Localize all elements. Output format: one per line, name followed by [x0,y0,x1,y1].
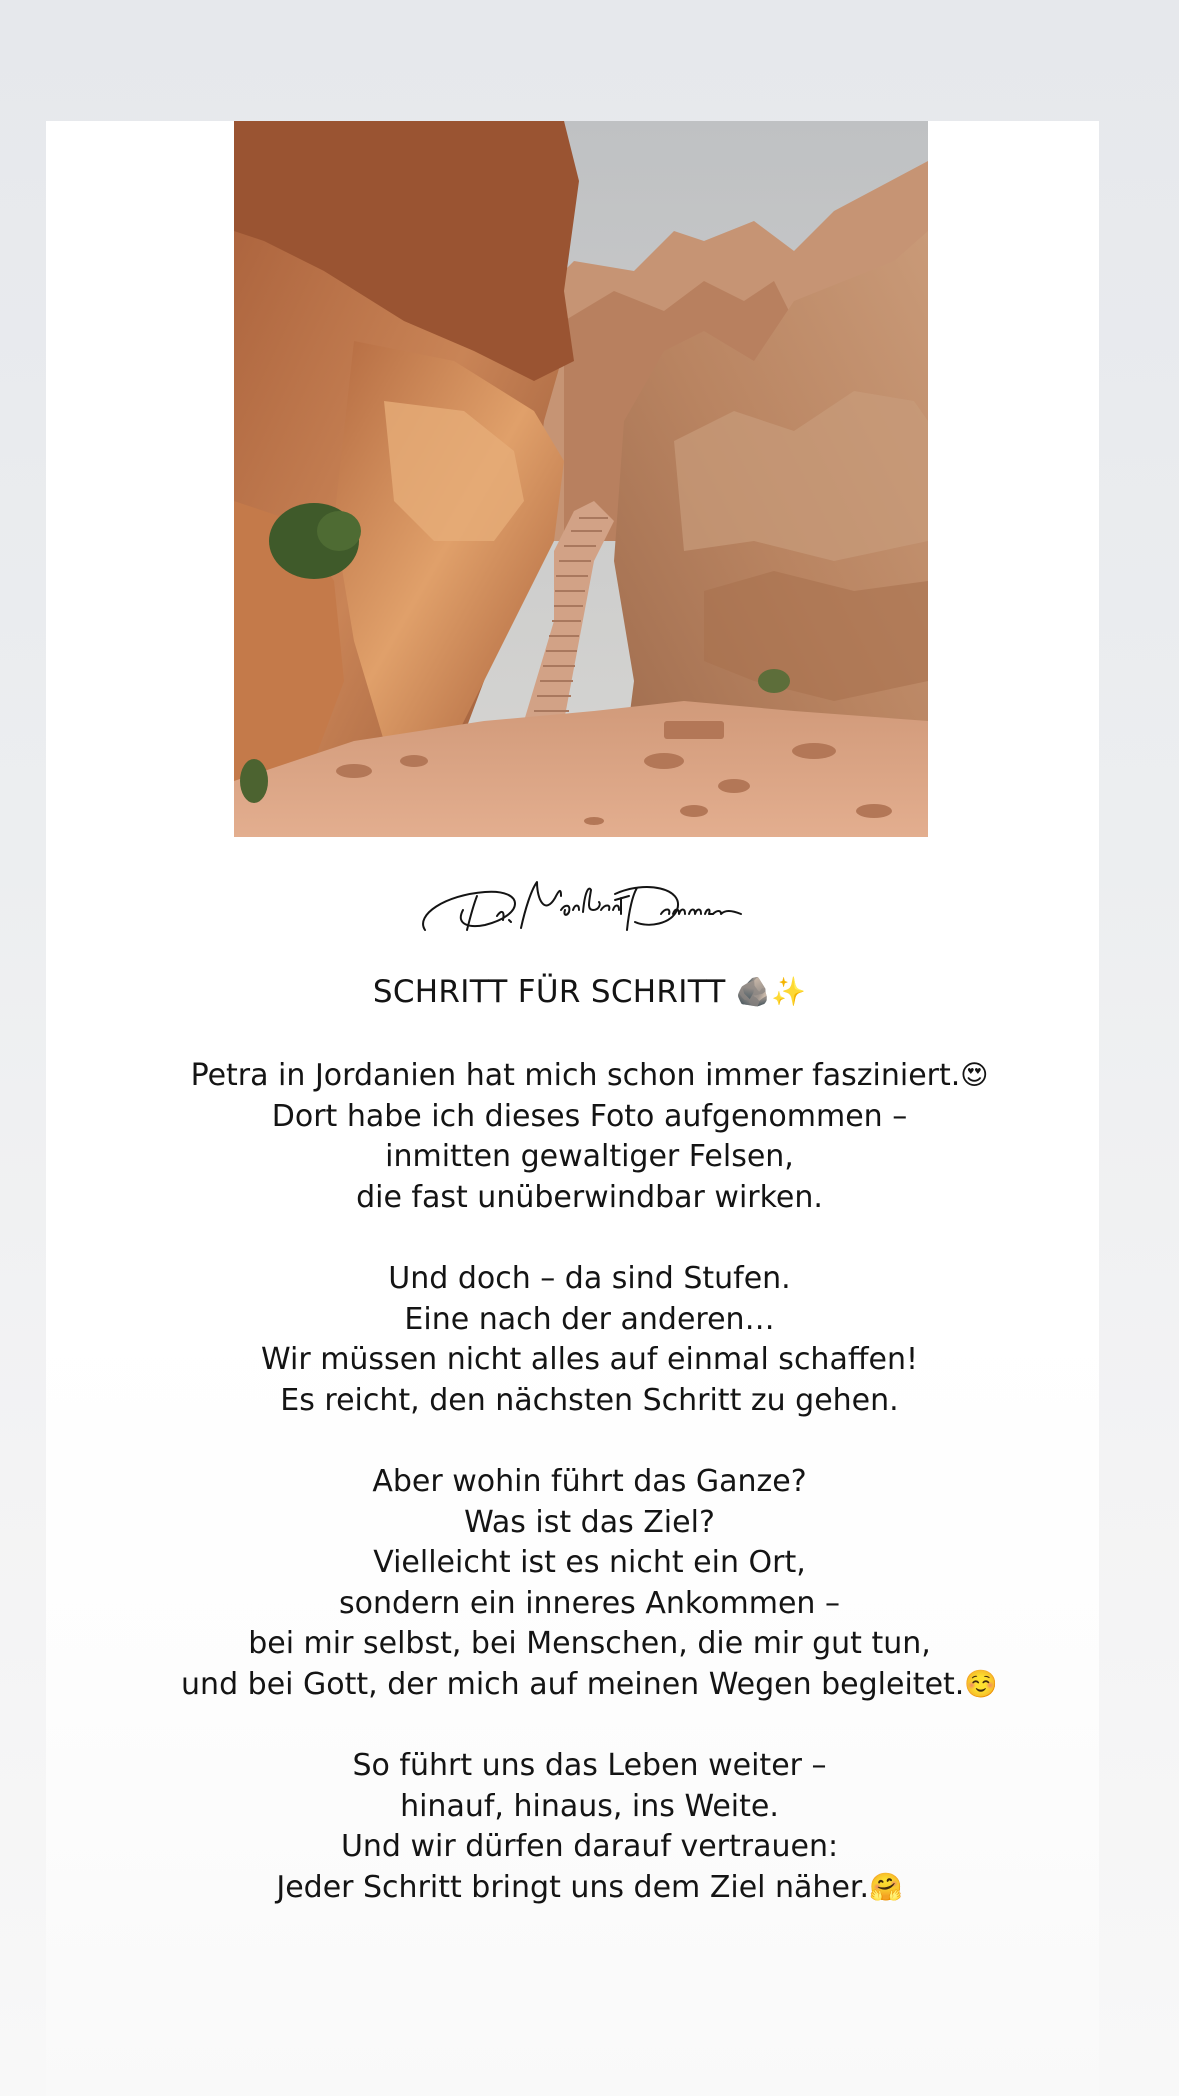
poem-line: Aber wohin führt das Ganze? [372,1464,807,1499]
petra-photo[interactable] [234,121,928,837]
poem-line: hinauf, hinaus, ins Weite. [400,1788,779,1824]
poem-line: Eine nach der anderen… [404,1301,775,1337]
signature-image [415,870,745,942]
poem-line: Vielleicht ist es nicht ein Ort, [373,1545,806,1581]
smiling-blush-icon: ☺️ [964,1668,998,1700]
poem-line: Und doch – da sind Stufen. [388,1261,791,1296]
poem-line: Jeder Schritt bringt uns dem Ziel näher.🤗 [276,1869,903,1905]
poem-line: So führt uns das Leben weiter – [352,1748,827,1783]
stanza-4 [0,1746,1179,1908]
stanza-3 [0,1462,1179,1706]
poem-line: Wir müssen nicht alles auf einmal schaffen! [260,1342,918,1378]
heart-eyes-icon: 😍 [960,1060,989,1091]
poem-line: und bei Gott, der mich auf meinen Wegen begleitet.☺️ [181,1666,998,1702]
poem-line: die fast unüberwindbar wirken. [356,1179,823,1215]
poem-line: bei mir selbst, bei Menschen, die mir gut tun, [248,1626,931,1662]
hugging-face-icon: 🤗 [869,1871,903,1903]
poem-line: inmitten gewaltiger Felsen, [385,1139,794,1175]
rock-sparkles-icon: 🪨✨ [735,975,807,1008]
poem-line: Und wir dürfen darauf vertrauen: [340,1829,839,1865]
poem-line: Dort habe ich dieses Foto aufgenommen – [271,1098,908,1134]
poem-line: Es reicht, den nächsten Schritt zu gehen. [280,1382,899,1418]
poem-line: Was ist das Ziel? [464,1504,715,1540]
stanza-1 [0,1056,1179,1218]
poem-line: Petra in Jordanien hat mich schon immer fasziniert.😍 [190,1058,989,1093]
stanza-2 [0,1259,1179,1421]
post-title-text: SCHRITT FÜR SCHRITT [372,974,726,1010]
post-title [0,974,1179,1010]
poem-line: sondern ein inneres Ankommen – [339,1585,840,1621]
